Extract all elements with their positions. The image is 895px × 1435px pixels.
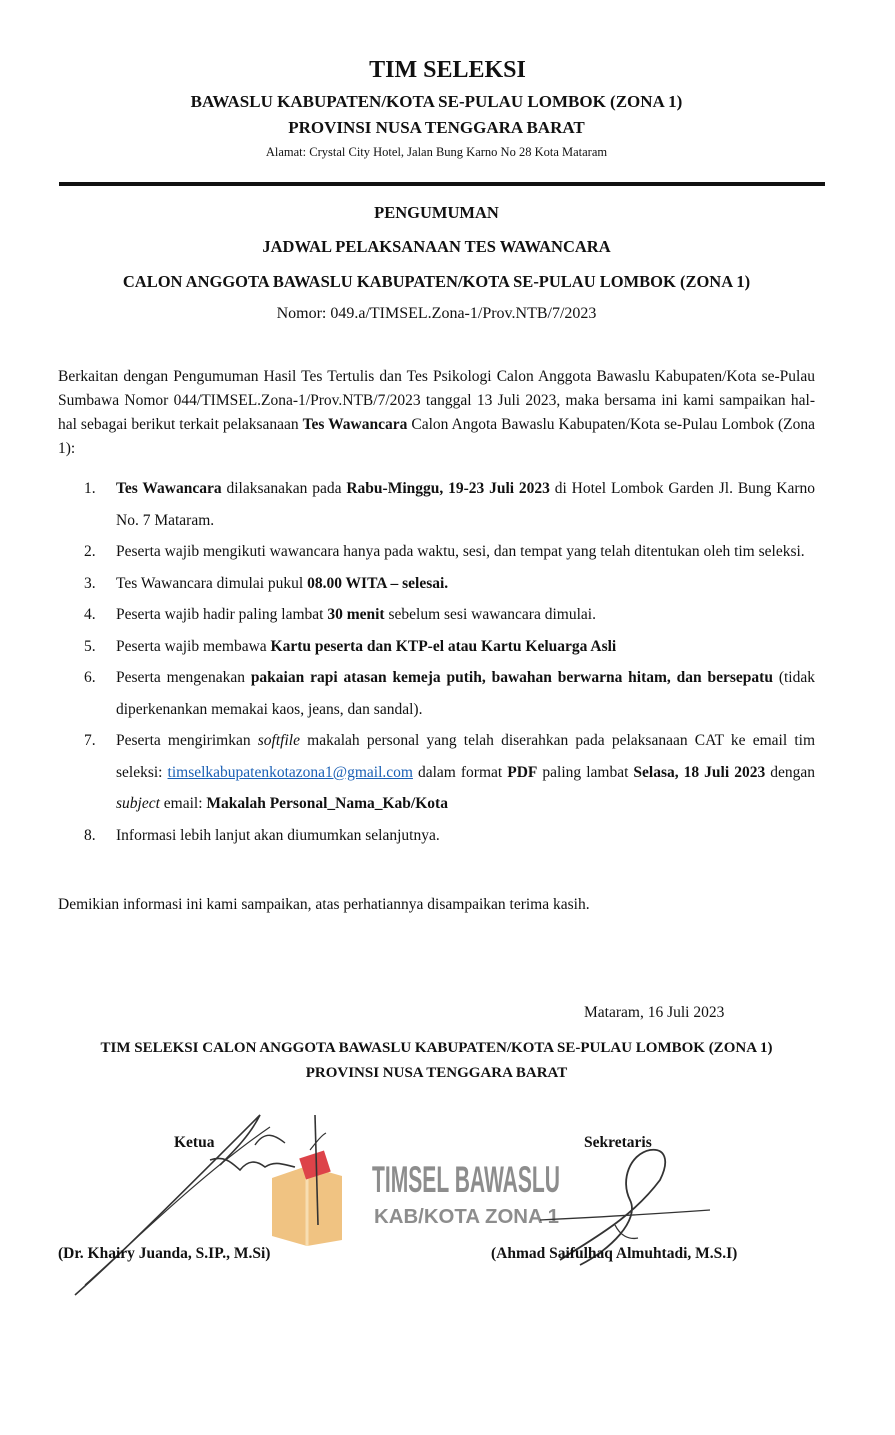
header-title: TIM SELEKSI [369,57,526,83]
header-address: Alamat: Crystal City Hotel, Jalan Bung Karno No 28 Kota Mataram [265,145,608,159]
list-number: 8. [84,826,96,844]
closing-paragraph: Demikian informasi ini kami sampaikan, atas perhatiannya disampaikan terima kasih. [58,896,590,913]
chair-title: Ketua [174,1134,215,1151]
bold-text: Kartu peserta dan KTP-el atau Kartu Keluarga Asli [270,637,617,655]
text: sebelum sesi wawancara dimulai. [384,606,596,623]
bold-text: Rabu-Minggu, 19-23 Juli 2023 [346,480,550,497]
announcement-number: Nomor: 049.a/TIMSEL.Zona-1/Prov.NTB/7/2023 [276,305,597,322]
bold-text: 08.00 WITA – selesai. [307,574,449,592]
text: dengan [765,763,815,781]
bold-text: 30 menit [327,606,385,623]
list-item [58,536,815,568]
intro-end: Calon Angota Bawaslu Kabupaten/Kota se-Pulau Lombok (Zona 1): [58,416,815,457]
text: (tidak diperkenankan memakai kaos, jeans, dan sandal). [116,669,815,718]
list-number: 3. [84,574,96,592]
header-organization: BAWASLU KABUPATEN/KOTA SE-PULAU LOMBOK (ZONA 1) [190,92,683,111]
bold-text: Selasa, 18 Juli 2023 [633,763,766,781]
text: Peserta mengenakan [116,669,251,686]
bold-text: Tes Wawancara [116,480,222,497]
signature-organization [0,1036,873,1086]
text: Tes Wawancara dimulai pukul [116,574,308,592]
text: paling lambat [537,763,634,781]
list-item [58,473,815,536]
list-item [58,820,815,852]
stamp-subtitle: KAB/KOTA ZONA 1 [374,1206,559,1228]
instruction-list [58,473,815,851]
list-number: 4. [84,606,96,623]
list-number: 7. [84,732,96,749]
text: dalam format [412,763,508,781]
secretary-title: Sekretaris [584,1134,652,1151]
announcement-subtitle-2: CALON ANGGOTA BAWASLU KABUPATEN/KOTA SE-PULAU LOMBOK (ZONA 1) [122,272,751,291]
chair-signature-icon [60,1105,360,1305]
italic-text: subject [116,795,160,812]
text: Peserta wajib mengikuti wawancara hanya pada waktu, sesi, dan tempat yang telah ditentukan oleh tim seleksi. [116,543,805,560]
bold-text: PDF [507,763,538,781]
announcement-label: PENGUMUMAN [374,203,499,222]
text: di Hotel Lombok Garden Jl. Bung Karno No. 7 Mataram. [116,480,816,529]
list-number: 6. [84,669,96,686]
list-item [58,725,815,820]
stamp-title: TIMSEL BAWASLU [372,1159,560,1200]
list-number: 2. [84,543,96,560]
text: makalah personal yang telah diserahkan pada pelaksanaan CAT ke email tim seleksi: [116,732,815,781]
header-divider [59,182,825,186]
italic-text: softfile [257,732,300,749]
list-item [58,662,815,725]
intro-text: Berkaitan dengan Pengumuman Hasil Tes Tertulis dan Tes Psikologi Calon Anggota Bawaslu Kabupaten/Kota se-Pulau Sumbawa Nomor 044/TIMSEL.Zona-1/Prov.NTB/7/2023 tanggal 13 Juli 2023, maka bersama ini kami sampaikan hal-hal sebagai berikut terkait pelaksanaan [58,368,815,433]
bold-text: pakaian rapi atasan kemeja putih, bawahan berwarna hitam, dan bersepatu [250,669,773,686]
list-number: 5. [84,637,96,655]
text: Peserta mengirimkan [116,732,258,749]
text: email: [159,795,207,812]
chair-name: (Dr. Khairy Juanda, S.IP., M.Si) [58,1245,271,1262]
list-item [58,599,815,631]
list-item [58,568,815,600]
text: Peserta wajib hadir paling lambat [116,606,328,623]
secretary-name: (Ahmad Saifulhaq Almuhtadi, M.S.I) [491,1245,738,1262]
list-number: 1. [84,480,96,497]
signature-org-line: TIM SELEKSI CALON ANGGOTA BAWASLU KABUPATEN/KOTA SE-PULAU LOMBOK (ZONA 1) [100,1040,773,1056]
intro-paragraph [58,365,815,461]
header-province: PROVINSI NUSA TENGGARA BARAT [288,118,585,137]
text: dilaksanakan pada [221,480,347,497]
text: Peserta wajib membawa [116,637,271,655]
text: Informasi lebih lanjut akan diumumkan selanjutnya. [116,826,440,844]
list-item [58,631,815,663]
signature-date: Mataram, 16 Juli 2023 [584,1004,725,1021]
intro-bold: Tes Wawancara [302,416,408,433]
announcement-subtitle: JADWAL PELAKSANAAN TES WAWANCARA [262,237,611,256]
bold-text: Makalah Personal_Nama_Kab/Kota [206,795,448,812]
signature-org-line: PROVINSI NUSA TENGGARA BARAT [305,1065,568,1081]
email-link[interactable]: timselkabupatenkotazona1@gmail.com [167,763,413,781]
